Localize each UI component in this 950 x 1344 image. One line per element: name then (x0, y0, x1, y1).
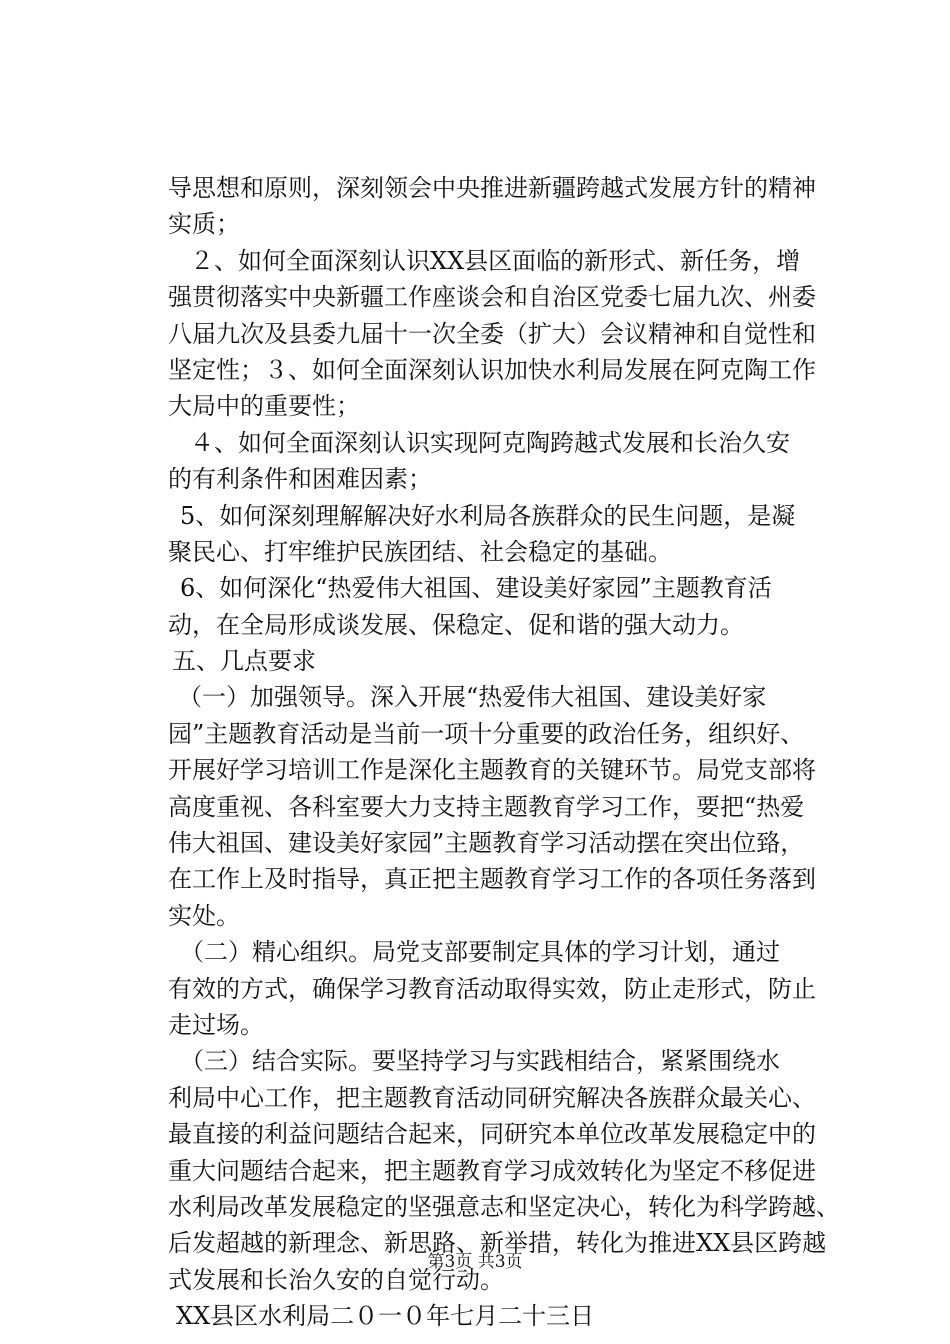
text-line: 有效的方式，确保学习教育活动取得实效，防止走形式，防止 (168, 974, 816, 1003)
text-line: 开展好学习培训工作是深化主题教育的关键环节。局党支部将 (168, 756, 816, 785)
text-line: 5、如何深刻理解解决好水利局各族群众的民生问题，是凝 (180, 501, 796, 530)
text-line: ４、如何全面深刻认识实现阿克陶跨越式发展和长治久安 (190, 428, 790, 457)
section-heading: 五、几点要求 (172, 647, 316, 676)
text-line: 式发展和长治久安的自觉行动。 (168, 1265, 504, 1294)
document-body (168, 170, 858, 1335)
text-line: 在工作上及时指导，真正把主题教育学习工作的各项任务落到 (168, 865, 816, 894)
text-line: 强贯彻落实中央新疆工作座谈会和自治区党委七届九次、州委 (168, 283, 816, 312)
text-line: 最直接的利益问题结合起来，同研究本单位改革发展稳定中的 (168, 1120, 816, 1149)
signature-date-line: XX县区水利局二０一０年七月二十三日 (176, 1302, 595, 1331)
text-line: 导思想和原则，深刻领会中央推进新疆跨越式发展方针的精神 (168, 174, 816, 202)
text-line: 实质； (168, 210, 240, 239)
text-line: （二）精心组织。局党支部要制定具体的学习计划，通过 (180, 938, 780, 967)
text-line: 后发超越的新理念、新思路、新举措，转化为推进XX县区跨越 (168, 1229, 827, 1258)
text-line: 大局中的重要性； (168, 392, 360, 421)
text-line: 实处。 (168, 901, 240, 930)
text-line: （三）结合实际。要坚持学习与实践相结合，紧紧围绕水 (180, 1047, 780, 1076)
text-line: 走过场。 (168, 1010, 264, 1039)
text-line: 坚定性；３、如何全面深刻认识加快水利局发展在阿克陶工作 (168, 355, 816, 384)
text-line: 的有利条件和困难因素； (168, 465, 432, 494)
text-line: 八届九次及县委九届十一次全委（扩大）会议精神和自觉性和 (168, 319, 816, 348)
text-line: （一）加强领导。深入开展“热爱伟大祖国、建设美好家 (178, 683, 767, 712)
text-line: 聚民心、打牢维护民族团结、社会稳定的基础。 (168, 537, 672, 566)
text-line: 动，在全局形成谈发展、保稳定、促和谐的强大动力。 (168, 610, 744, 639)
text-line: 重大问题结合起来，把主题教育学习成效转化为坚定不移促进 (168, 1156, 816, 1185)
text-line: 6、如何深化“热爱伟大祖国、建设美好家园”主题教育活 (180, 574, 772, 603)
text-line: 伟大祖国、建设美好家园”主题教育学习活动摆在突出位臵， (168, 829, 805, 858)
text-line: ２、如何全面深刻认识XX县区面临的新形式、新任务，增 (190, 246, 801, 275)
text-line: 高度重视、各科室要大力支持主题教育学习工作，要把“热爱 (168, 792, 805, 821)
text-line: 园”主题教育活动是当前一项十分重要的政治任务，组织好、 (168, 719, 805, 748)
text-line: 利局中心工作，把主题教育活动同研究解决各族群众最关心、 (168, 1083, 816, 1112)
page-number-footer: 第3页 共3页 (427, 1252, 523, 1272)
text-line: 水利局改革发展稳定的坚强意志和坚定决心，转化为科学跨越、 (168, 1192, 840, 1221)
